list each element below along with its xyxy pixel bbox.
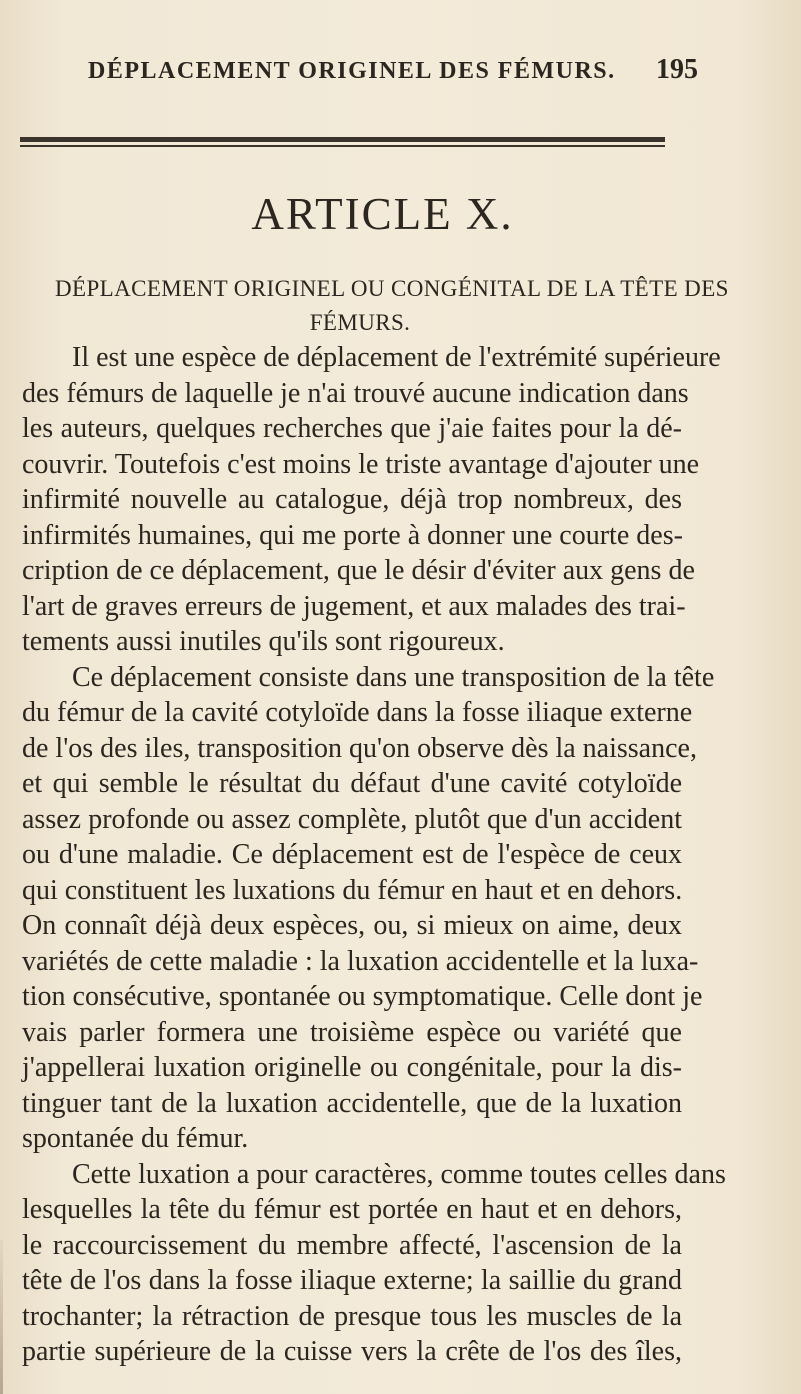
paragraph — [22, 660, 715, 1157]
thick-rule-line — [20, 137, 665, 142]
body-text — [22, 340, 726, 1370]
text-line: qui constituent les luxations du fémur en haut et en dehors. — [22, 874, 683, 906]
text-line: de l'os des iles, transposition qu'on observe dès la naissance, — [22, 732, 697, 764]
text-line: infirmités humaines, qui me porte à donner une courte des- — [22, 519, 683, 551]
text-line: tements aussi inutiles qu'ils sont rigoureux. — [22, 626, 505, 657]
page-number: 195 — [656, 54, 698, 85]
text-line: Cette luxation a pour caractères, comme toutes celles dans — [72, 1158, 726, 1190]
text-line: partie supérieure de la cuisse vers la crête de l'os des îles, — [22, 1336, 682, 1367]
text-line: et qui semble le résultat du défaut d'une cavité cotyloïde — [22, 768, 682, 799]
text-line: cription de ce déplacement, que le désir d'éviter aux gens de — [22, 555, 695, 586]
text-line: trochanter; la rétraction de presque tous les muscles de la — [22, 1300, 682, 1332]
text-line: assez profonde ou assez complète, plutôt que d'un accident — [22, 803, 682, 835]
text-line: tête de l'os dans la fosse iliaque externe; la saillie du grand — [22, 1265, 682, 1296]
text-line: On connaît déjà deux espèces, ou, si mieux on aime, deux — [22, 910, 682, 941]
double-rule-divider — [20, 137, 665, 150]
text-line: les auteurs, quelques recherches que j'aie faites pour la dé- — [22, 413, 682, 444]
page-edge-shadow — [0, 1240, 3, 1394]
text-line: j'appellerai luxation originelle ou congénitale, pour la dis- — [22, 1052, 682, 1083]
text-line: Ce déplacement consiste dans une transposition de la tête — [72, 661, 715, 693]
paragraph — [22, 1157, 726, 1370]
thin-rule-line — [20, 145, 665, 147]
text-line: le raccourcissement du membre affecté, l'ascension de la — [22, 1229, 682, 1261]
text-line: spontanée du fémur. — [22, 1123, 249, 1154]
text-line: lesquelles la tête du fémur est portée en haut et en dehors, — [22, 1194, 682, 1225]
text-line: couvrir. Toutefois c'est moins le triste avantage d'ajouter une — [22, 448, 700, 480]
section-title-line: DÉPLACEMENT ORIGINEL OU CONGÉNITAL DE LA TÊTE DES — [55, 276, 729, 301]
section-title-line: FÉMURS. — [309, 310, 411, 335]
section-title — [55, 272, 729, 340]
text-line: Il est une espèce de déplacement de l'extrémité supérieure — [72, 342, 721, 373]
text-line: l'art de graves erreurs de jugement, et aux malades des trai- — [22, 590, 686, 622]
text-line: du fémur de la cavité cotyloïde dans la fosse iliaque externe — [22, 697, 693, 728]
text-line: vais parler formera une troisième espèce ou variété que — [22, 1016, 682, 1048]
paragraph — [22, 340, 721, 660]
text-line: tinguer tant de la luxation accidentelle, que de la luxation — [22, 1087, 682, 1119]
text-line: infirmité nouvelle au catalogue, déjà trop nombreux, des — [22, 484, 682, 515]
text-line: ou d'une maladie. Ce déplacement est de l'espèce de ceux — [22, 839, 682, 870]
text-line: tion consécutive, spontanée ou symptomatique. Celle dont je — [22, 981, 703, 1012]
article-title: ARTICLE X. — [251, 189, 514, 239]
running-title: DÉPLACEMENT ORIGINEL DES FÉMURS. — [88, 58, 616, 84]
text-line: variétés de cette maladie : la luxation accidentelle et la luxa- — [22, 945, 699, 977]
text-line: des fémurs de laquelle je n'ai trouvé aucune indication dans — [22, 377, 689, 409]
